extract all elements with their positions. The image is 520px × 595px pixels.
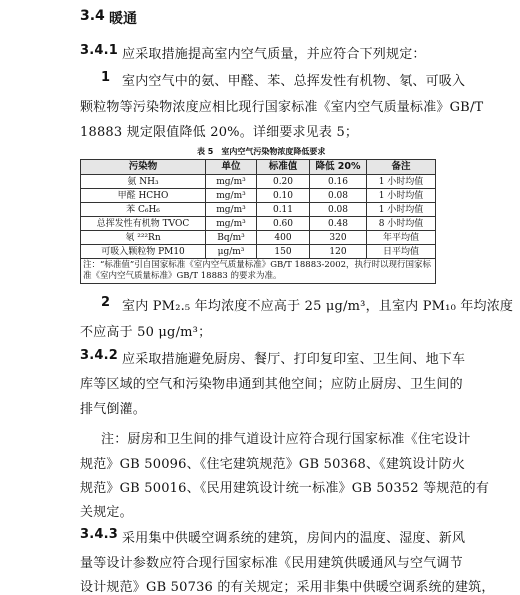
clause-text-line: 库等区域的空气和污染物串通到其他空间；应防止厨房、卫生间的 — [80, 377, 463, 392]
table-cell: Bq/m³ — [206, 231, 257, 245]
table-cell: 0.48 — [310, 217, 367, 231]
table-cell: 苯 C₆H₆ — [81, 203, 206, 217]
item-number: 1 — [101, 70, 111, 85]
clause-text-line: 量等设计参数应符合现行国家标准《民用建筑供暖通风与空气调节 — [80, 556, 463, 571]
column-header: 备注 — [367, 160, 436, 175]
table-row — [81, 189, 436, 203]
table-cell: 400 — [257, 231, 310, 245]
note-text-line: 规范》GB 50016、《民用建筑设计统一标准》GB 50352 等规范的有 — [80, 481, 490, 496]
section-number: 3.4 — [80, 8, 105, 24]
pollutant-table — [80, 159, 436, 284]
table-cell: 可吸入颗粒物 PM10 — [81, 245, 206, 259]
table-cell: mg/m³ — [206, 217, 257, 231]
table-cell: 甲醛 HCHO — [81, 189, 206, 203]
table-cell: mg/m³ — [206, 203, 257, 217]
item-text-line: 颗粒物等污染物浓度应相比现行国家标准《室内空气质量标准》GB/T — [80, 100, 484, 115]
table-row — [81, 175, 436, 189]
column-header: 降低 20% — [310, 160, 367, 175]
clause-text: 应采取措施提高室内空气质量，并应符合下列规定： — [122, 47, 426, 62]
table-cell: 8 小时均值 — [367, 217, 436, 231]
clause-text-line: 排气倒灌。 — [80, 402, 147, 417]
table-row — [81, 245, 436, 259]
table-cell: 0.60 — [257, 217, 310, 231]
table-cell: mg/m³ — [206, 175, 257, 189]
table-cell: 日平均值 — [367, 245, 436, 259]
table-cell: μg/m³ — [206, 245, 257, 259]
table-row — [81, 203, 436, 217]
item-text-line: 室内 PM₂.₅ 年均浓度不应高于 25 μg/m³，且室内 PM₁₀ 年均浓度 — [122, 299, 514, 314]
clause-text-line: 设计规范》GB 50736 的有关规定；采用非集中供暖空调系统的建筑， — [80, 580, 495, 595]
clause-text-line: 采用集中供暖空调系统的建筑，房间内的温度、湿度、新风 — [122, 531, 466, 546]
table-note-row — [81, 259, 436, 284]
clause-number: 3.4.1 — [80, 43, 119, 58]
table-note: 注：“标准值”引自国家标准《室内空气质量标准》GB/T 18883-2002，执行时以现行国家标准《室内空气质量标准》GB/T 18883 的要求为准。 — [81, 259, 436, 284]
table-caption: 表 5 室内空气污染物浓度降低要求 — [197, 147, 326, 156]
table-cell: 0.08 — [310, 189, 367, 203]
table-cell: 氨 NH₃ — [81, 175, 206, 189]
note-text-line: 关规定。 — [80, 505, 133, 520]
table-cell: 1 小时均值 — [367, 189, 436, 203]
table-cell: 1 小时均值 — [367, 175, 436, 189]
table-cell: 1 小时均值 — [367, 203, 436, 217]
table-cell: 0.10 — [257, 189, 310, 203]
table-cell: 氡 ²²²Rn — [81, 231, 206, 245]
table-cell: 320 — [310, 231, 367, 245]
clause-number: 3.4.2 — [80, 348, 119, 363]
table-cell: 150 — [257, 245, 310, 259]
item-text-line: 不应高于 50 μg/m³； — [80, 325, 212, 340]
item-number: 2 — [101, 295, 111, 310]
table-cell: 总挥发性有机物 TVOC — [81, 217, 206, 231]
note-text-line: 注：厨房和卫生间的排气道设计应符合现行国家标准《住宅设计 — [101, 432, 471, 447]
clause-number: 3.4.3 — [80, 527, 119, 542]
table-row — [81, 217, 436, 231]
table-cell: 0.11 — [257, 203, 310, 217]
table-header-row — [81, 160, 436, 175]
table-cell: 0.20 — [257, 175, 310, 189]
table-cell: 0.16 — [310, 175, 367, 189]
column-header: 单位 — [206, 160, 257, 175]
table-cell: 年平均值 — [367, 231, 436, 245]
table-cell: 120 — [310, 245, 367, 259]
column-header: 污染物 — [81, 160, 206, 175]
item-text-line: 室内空气中的氨、甲醛、苯、总挥发性有机物、氡、可吸入 — [122, 74, 466, 89]
table-cell: 0.08 — [310, 203, 367, 217]
column-header: 标准值 — [257, 160, 310, 175]
table-cell: mg/m³ — [206, 189, 257, 203]
clause-text-line: 应采取措施避免厨房、餐厅、打印复印室、卫生间、地下车 — [122, 352, 466, 367]
section-title: 暖通 — [109, 11, 137, 27]
table-row — [81, 231, 436, 245]
note-text-line: 规范》GB 50096、《住宅建筑规范》GB 50368、《建筑设计防火 — [80, 457, 466, 472]
item-text-line: 18883 规定限值降低 20%。详细要求见表 5； — [80, 125, 359, 140]
